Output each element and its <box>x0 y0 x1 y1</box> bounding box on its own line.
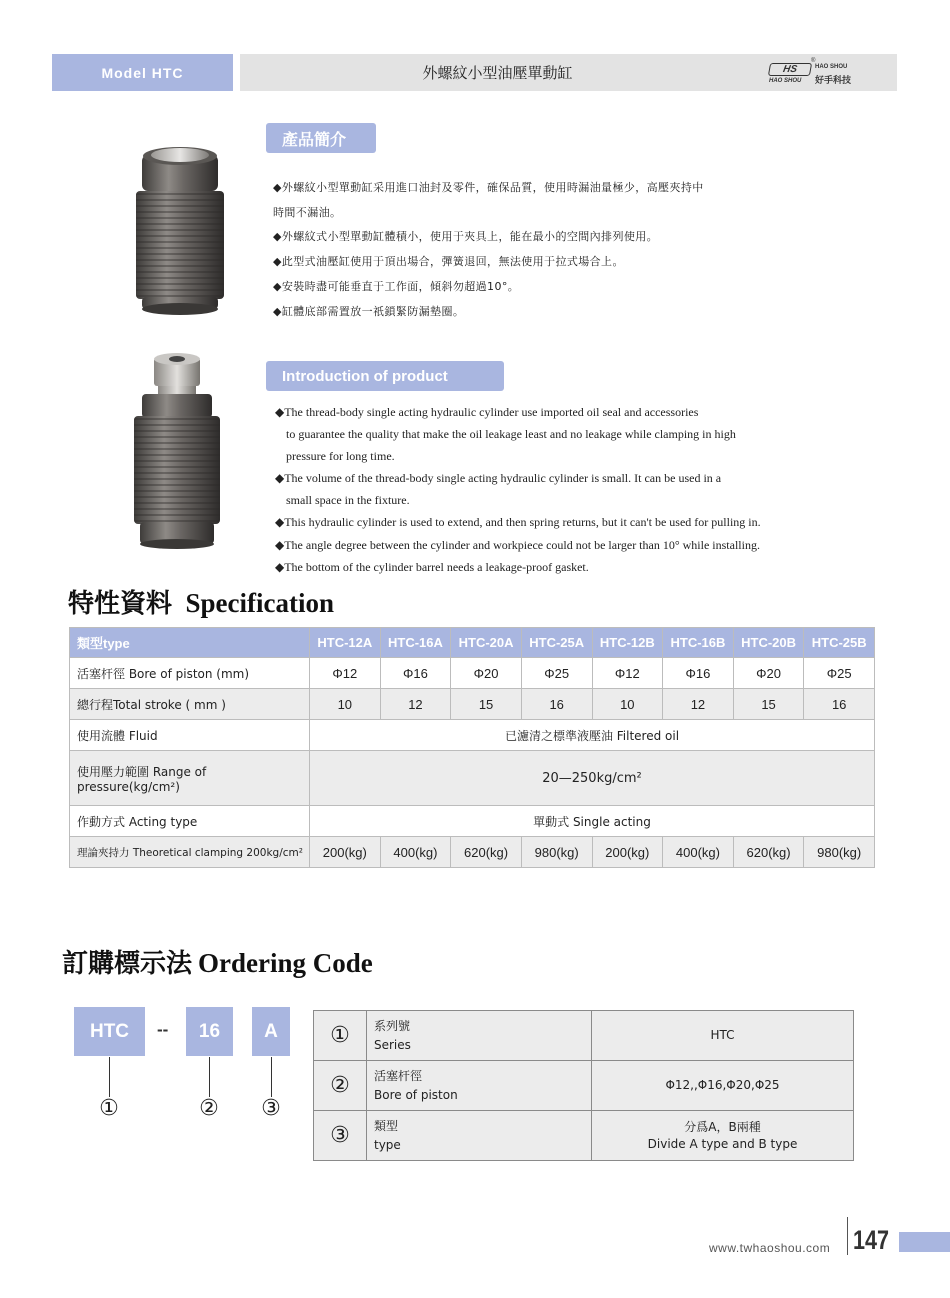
spec-cell: Φ16 <box>663 658 734 689</box>
ordering-title <box>62 943 373 980</box>
intro-cn-line: ◆外螺紋小型單動缸采用進口油封及零件，確保品質，使用時漏油量極少，高壓夾持中 <box>273 181 704 194</box>
code-marker-1: ① <box>99 1095 119 1121</box>
ordering-name-en: Bore of piston <box>374 1087 458 1102</box>
footer-url: www.twhaoshou.com <box>709 1241 831 1255</box>
ordering-name-en: Series <box>374 1037 411 1052</box>
intro-cn-line: 時間不漏油。 <box>273 205 342 219</box>
spec-model: HTC-12B <box>592 628 663 658</box>
intro-en-line: ◆The thread-body single acting hydraulic cylinder use imported oil seal and accessories <box>275 405 699 419</box>
spec-cell: Φ20 <box>733 658 804 689</box>
spec-row-label: 作動方式 Acting type <box>70 806 310 837</box>
spec-cell: 980(kg) <box>521 837 592 868</box>
ordering-row-value <box>592 1111 854 1161</box>
intro-en-line: ◆The angle degree between the cylinder and workpiece could not be larger than 10° while installing. <box>275 537 760 552</box>
spec-cell: 620(kg) <box>733 837 804 868</box>
logo-badge: HS <box>768 63 812 76</box>
spec-header-row <box>70 628 875 658</box>
spec-cell: 980(kg) <box>804 837 875 868</box>
spec-model: HTC-16A <box>380 628 451 658</box>
code-series-box: HTC <box>74 1007 145 1056</box>
intro-en-text <box>275 401 875 578</box>
ordering-row-name <box>367 1111 592 1161</box>
ordering-name-en: type <box>374 1137 401 1152</box>
spec-cell: Φ16 <box>380 658 451 689</box>
spec-row-label: 使用流體 Fluid <box>70 720 310 751</box>
code-marker-2: ② <box>199 1095 219 1121</box>
intro-cn-line: ◆此型式油壓缸使用于頂出場合，彈簧退回，無法使用于拉式場合上。 <box>273 255 624 269</box>
spec-row-label: 活塞杆徑 Bore of piston (mm) <box>70 658 310 689</box>
spec-cell: 200(kg) <box>592 837 663 868</box>
spec-cell: 400(kg) <box>663 837 734 868</box>
intro-en-line: small space in the fixture. <box>286 493 410 508</box>
spec-header-label: 類型type <box>70 628 310 658</box>
ordering-value-line: HTC <box>710 1028 735 1042</box>
footer-divider <box>847 1217 848 1255</box>
ordering-row-num: ② <box>314 1061 367 1111</box>
logo-badge-sub: HAO SHOU <box>769 78 802 84</box>
spec-cell: Φ20 <box>451 658 522 689</box>
spec-table <box>69 627 875 868</box>
intro-cn-text <box>273 176 833 324</box>
footer-accent-bar <box>899 1232 950 1252</box>
spec-title-en: Specification <box>185 588 335 618</box>
spec-model: HTC-12A <box>310 628 381 658</box>
code-connector-line <box>109 1057 110 1097</box>
spec-model: HTC-16B <box>663 628 734 658</box>
intro-en-line: to guarantee the quality that make the oil leakage least and no leakage while clamping in high <box>286 427 736 442</box>
spec-model: HTC-25A <box>521 628 592 658</box>
product-image-htc-b <box>126 350 226 550</box>
ordering-row-num: ① <box>314 1011 367 1061</box>
code-connector-line <box>271 1057 272 1097</box>
logo-cn: 好手科技 <box>815 76 852 86</box>
ordering-row-name <box>367 1011 592 1061</box>
ordering-row-num: ③ <box>314 1111 367 1161</box>
intro-en-line: ◆The bottom of the cylinder barrel needs a leakage-proof gasket. <box>275 559 589 574</box>
ordering-row <box>314 1011 854 1061</box>
intro-cn-heading: 產品簡介 <box>266 123 376 153</box>
spec-cell: Φ25 <box>804 658 875 689</box>
intro-en-line: ◆This hydraulic cylinder is used to extend, and then spring returns, but it can't be used for pulling in. <box>275 515 761 530</box>
ordering-name-cn: 類型 <box>374 1118 399 1133</box>
logo-en: HAO SHOU <box>815 64 848 70</box>
code-dash: -- <box>157 1020 169 1039</box>
ordering-table <box>313 1010 854 1161</box>
spec-cell: 10 <box>310 689 381 720</box>
spec-cell: 15 <box>451 689 522 720</box>
spec-row-bore <box>70 658 875 689</box>
header-bar <box>240 54 897 91</box>
ordering-value-line: 分爲A，B兩種 <box>684 1119 761 1134</box>
spec-model: HTC-20A <box>451 628 522 658</box>
intro-cn-line: ◆外螺紋式小型單動缸體積小，使用于夾具上，能在最小的空間內排列使用。 <box>273 230 659 244</box>
spec-cell-span: 已濾清之標準液壓油 Filtered oil <box>310 720 875 751</box>
spec-cell: 10 <box>592 689 663 720</box>
intro-cn-line: ◆缸體底部需置放一祇鎖緊防漏墊圈。 <box>273 304 465 318</box>
spec-title-cn: 特性資料 <box>68 589 173 619</box>
spec-title <box>68 583 334 620</box>
ordering-row-name <box>367 1061 592 1111</box>
intro-cn-line: ◆安裝時盡可能垂直于工作面，傾斜勿超過10°。 <box>273 279 520 293</box>
ordering-row <box>314 1061 854 1111</box>
spec-cell: 16 <box>804 689 875 720</box>
spec-cell: Φ25 <box>521 658 592 689</box>
code-type-box: A <box>252 1007 290 1056</box>
intro-en-line: ◆The volume of the thread-body single acting hydraulic cylinder is small. It can be used in a <box>275 471 722 486</box>
ordering-title-cn: 訂購標示法 <box>62 949 193 979</box>
spec-row-clamping <box>70 837 875 868</box>
spec-row-label: 總行程Total stroke ( mm ) <box>70 689 310 720</box>
ordering-name-cn: 系列號 <box>374 1018 411 1033</box>
spec-row-pressure <box>70 751 875 806</box>
spec-cell: Φ12 <box>310 658 381 689</box>
ordering-row <box>314 1111 854 1161</box>
page-title: 外螺紋小型油壓單動缸 <box>422 64 573 82</box>
spec-cell: 400(kg) <box>380 837 451 868</box>
ordering-name-cn: 活塞杆徑 <box>374 1068 423 1083</box>
spec-cell: 12 <box>663 689 734 720</box>
code-marker-3: ③ <box>261 1095 281 1121</box>
spec-cell: Φ12 <box>592 658 663 689</box>
spec-cell: 12 <box>380 689 451 720</box>
model-label: Model HTC <box>52 54 233 91</box>
spec-model: HTC-20B <box>733 628 804 658</box>
ordering-row-value <box>592 1061 854 1111</box>
ordering-value-line: Divide A type and B type <box>647 1136 798 1151</box>
code-bore-box: 16 <box>186 1007 233 1056</box>
spec-row-stroke <box>70 689 875 720</box>
product-image-htc-a <box>128 143 234 319</box>
intro-en-heading: Introduction of product <box>266 361 504 391</box>
spec-model: HTC-25B <box>804 628 875 658</box>
spec-cell-span: 20—250kg/cm² <box>310 751 875 806</box>
spec-cell: 620(kg) <box>451 837 522 868</box>
spec-row-label: 理論夾持力 Theoretical clamping 200kg/cm² <box>70 837 310 868</box>
spec-row-acting <box>70 806 875 837</box>
spec-cell-span: 單動式 Single acting <box>310 806 875 837</box>
spec-row-label: 使用壓力範圍 Range of pressure(kg/cm²) <box>70 751 310 806</box>
code-connector-line <box>209 1057 210 1097</box>
spec-row-fluid <box>70 720 875 751</box>
brand-logo <box>769 58 859 86</box>
logo-registered: ® <box>811 58 816 64</box>
ordering-value-line: Φ12,,Φ16,Φ20,Φ25 <box>665 1078 780 1092</box>
spec-cell: 16 <box>521 689 592 720</box>
spec-cell: 15 <box>733 689 804 720</box>
ordering-title-en: Ordering Code <box>198 948 373 978</box>
page-number: 147 <box>853 1225 890 1255</box>
spec-cell: 200(kg) <box>310 837 381 868</box>
ordering-row-value <box>592 1011 854 1061</box>
intro-en-line: pressure for long time. <box>286 449 395 464</box>
